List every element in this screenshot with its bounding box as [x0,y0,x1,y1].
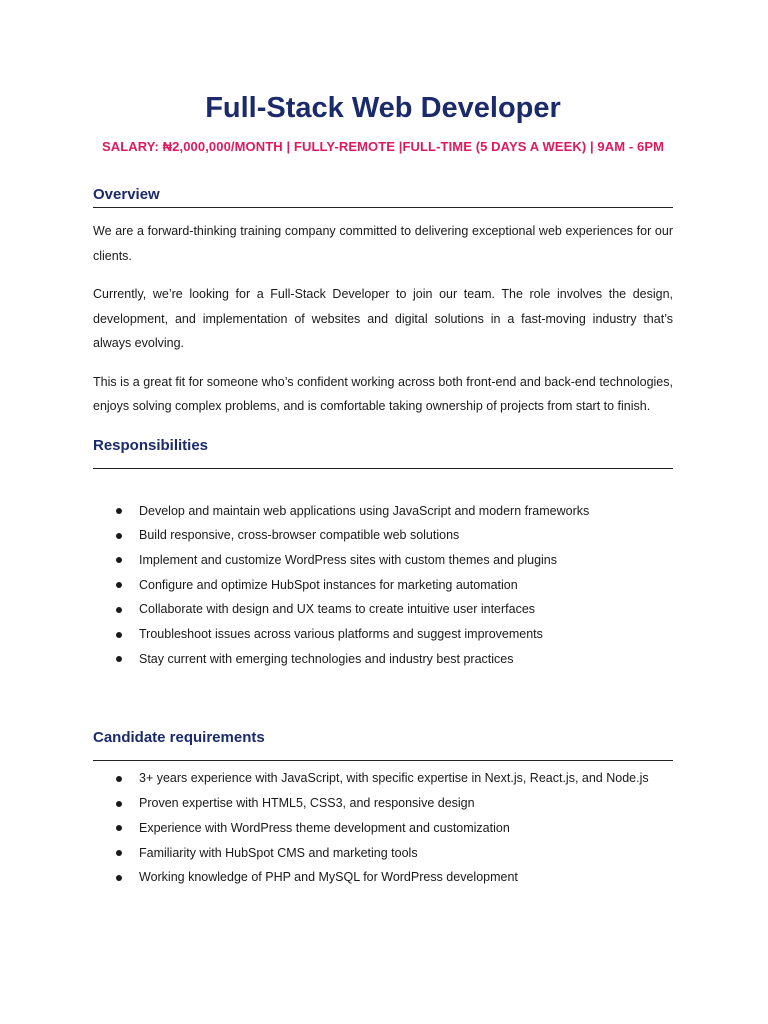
list-item-text: Troubleshoot issues across various platforms and suggest improvements [139,627,543,642]
bullet-icon [116,533,122,539]
list-item-text: Familiarity with HubSpot CMS and marketing tools [139,845,418,860]
list-item-text: 3+ years experience with JavaScript, with specific expertise in Next.js, React.js, and Node.js [139,771,649,786]
bullet-icon [116,850,122,856]
page-title: Full-Stack Web Developer [205,92,561,124]
bullet-icon [116,508,122,514]
list-item-text: Stay current with emerging technologies and industry best practices [139,651,514,666]
bullet-icon [116,656,122,662]
list-item-text: Configure and optimize HubSpot instances for marketing automation [139,577,518,592]
list-item-text: Develop and maintain web applications using JavaScript and modern frameworks [139,503,590,518]
list-item-text: Working knowledge of PHP and MySQL for WordPress development [139,870,518,885]
job-meta-line: SALARY: ₦2,000,000/MONTH | FULLY-REMOTE |FULL-TIME (5 DAYS A WEEK) | 9AM - 6PM [101,139,665,154]
bullet-icon [116,776,122,782]
list-item [93,647,673,672]
list-item [93,573,673,598]
list-item-text: Proven expertise with HTML5, CSS3, and responsive design [139,796,475,811]
list-item-text: Build responsive, cross-browser compatible web solutions [139,528,460,543]
list-item-text: Experience with WordPress theme development and customization [139,820,510,835]
overview-heading: Overview [93,185,673,208]
bullet-icon [116,607,122,613]
list-item [93,622,673,647]
overview-paragraph-3: This is a great fit for someone who’s confident working across both front-end and back-end technologies, enjoys solving complex problems, and is comfortable taking ownership of projects from start to finish. [93,374,673,413]
list-item [93,597,673,622]
requirements-list [93,766,673,890]
bullet-icon [116,582,122,588]
bullet-icon [116,825,122,831]
bullet-icon [116,801,122,807]
list-item [93,548,673,573]
bullet-icon [116,557,122,563]
list-item [93,499,673,524]
bullet-icon [116,632,122,638]
bullet-icon [116,875,122,881]
requirements-heading: Candidate requirements [93,728,673,761]
responsibilities-heading: Responsibilities [93,436,673,469]
overview-paragraph-2: Currently, we’re looking for a Full-Stack Developer to join our team. The role involves the design, development, and implementation of websites and digital solutions in a fast-moving industry that’s always evolving. [93,287,673,350]
list-item-text: Implement and customize WordPress sites with custom themes and plugins [139,552,558,567]
list-item [93,523,673,548]
list-item [93,791,673,816]
list-item [93,816,673,841]
list-item [93,865,673,890]
responsibilities-list [93,499,673,672]
list-item-text: Collaborate with design and UX teams to create intuitive user interfaces [139,602,536,617]
overview-paragraph-1: We are a forward-thinking training company committed to delivering exceptional web experiences for our clients. [93,224,673,263]
list-item [93,766,673,791]
list-item [93,841,673,866]
